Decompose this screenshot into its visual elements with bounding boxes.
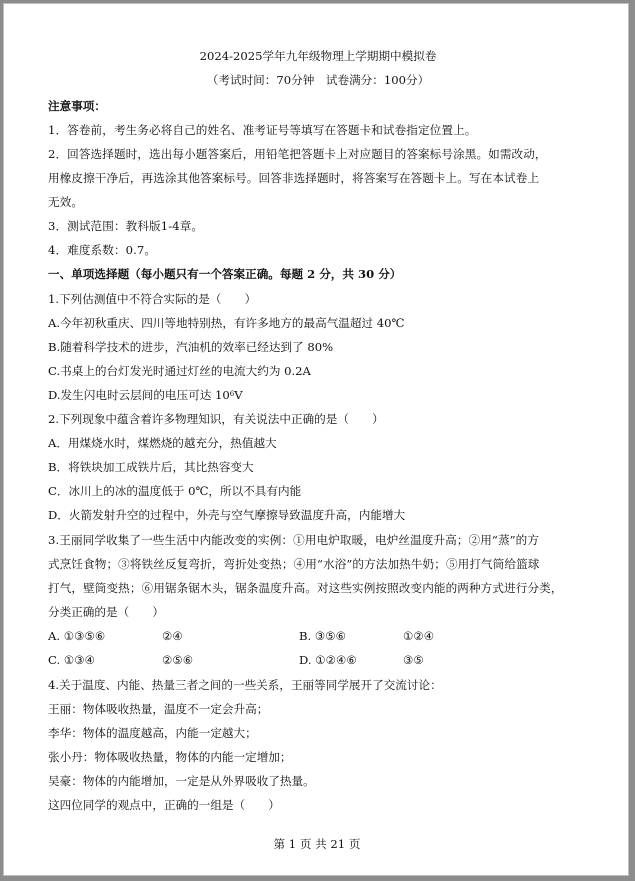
q1-stem: 1.下列估测值中不符合实际的是（ ） (48, 292, 257, 306)
q3-option-d: D. ①②④⑥ (299, 653, 357, 667)
q1-option-b: B.随着科学技术的进步，汽油机的效率已经达到了 80% (48, 340, 334, 354)
q4-statement-3: 张小丹：物体吸收热量，物体的内能一定增加； (48, 750, 292, 764)
q3-option-a: A. ①③⑤⑥ (48, 629, 106, 643)
notice-line-6: 4．难度系数：0.7。 (48, 243, 157, 257)
q4-question: 这四位同学的观点中，正确的一组是（ ） (48, 798, 280, 812)
q2-stem: 2.下列现象中蕴含着许多物理知识，有关说法中正确的是（ ） (48, 412, 384, 426)
q2-option-c: C．冰川上的冰的温度低于 0℃，所以不具有内能 (48, 484, 302, 498)
notice-line-3: 用橡皮擦干净后，再选涂其他答案标号。回答非选择题时，将答案写在答题卡上。写在本试卷上 (48, 171, 540, 185)
q3-line-1: 3.王丽同学收集了一些生活中内能改变的实例：①用电炉取暖，电炉丝温度升高；②用“蒸”的方 (48, 533, 540, 547)
notice-heading: 注意事项： (48, 99, 106, 113)
notice-line-4: 无效。 (48, 195, 84, 209)
q3-option-b: B. ③⑤⑥ (299, 629, 347, 643)
q3-line-3: 打气，壁筒变热；⑥用锯条锯木头，锯条温度升高。对这些实例按照改变内能的两种方式进行分类， (48, 581, 563, 595)
q3-line-4: 分类正确的是（ ） (48, 605, 164, 619)
exam-title: 2024-2025学年九年级物理上学期期中模拟卷 (199, 49, 437, 63)
q3-line-2: 式烹饪食物；③将铁丝反复弯折，弯折处变热；④用“水浴”的方法加热牛奶；⑤用打气筒给篮球 (48, 557, 540, 571)
page-footer: 第 1 页 共 21 页 (273, 837, 361, 851)
q3-option-c: C. ①③④ (48, 653, 96, 667)
q1-option-d-exponent: 6 (229, 390, 235, 398)
q1-option-c: C.书桌上的台灯发光时通过灯丝的电流大约为 0.2A (48, 364, 311, 378)
q4-stem: 4.关于温度、内能、热量三者之间的一些关系，王丽等同学展开了交流讨论： (48, 678, 442, 692)
q1-option-d (48, 387, 243, 403)
q2-option-a: A．用煤烧水时，煤燃烧的越充分，热值越大 (48, 436, 277, 450)
q3-option-c-group2: ②⑤⑥ (162, 653, 194, 667)
q3-option-d-group2: ③⑤ (403, 653, 424, 667)
q1-option-a: A.今年初秋重庆、四川等地特别热，有许多地方的最高气温超过 40℃ (48, 316, 405, 330)
section-heading: 一、单项选择题（每小题只有一个答案正确。每题 2 分，共 30 分） (48, 267, 402, 281)
notice-line-5: 3．测试范围：教科版1-4章。 (48, 219, 204, 233)
q4-statement-1: 王丽：物体吸收热量，温度不一定会升高； (48, 702, 269, 716)
q1-option-d-text: D.发生闪电时云层间的电压可达 10 (48, 388, 230, 402)
document-page (3, 3, 629, 876)
notice-line-1: 1．答卷前，考生务必将自己的姓名、准考证号等填写在答题卡和试卷指定位置上。 (48, 123, 477, 137)
q4-statement-4: 吴豪：物体的内能增加，一定是从外界吸收了热量。 (48, 774, 315, 788)
q2-option-d: D．火箭发射升空的过程中，外壳与空气摩擦导致温度升高，内能增大 (48, 508, 406, 522)
notice-line-2: 2．回答选择题时，选出每小题答案后，用铅笔把答题卡上对应题目的答案标号涂黑。如需改动， (48, 147, 547, 161)
q1-option-d-unit: V (234, 388, 243, 402)
exam-subtitle: （考试时间：70分钟 试卷满分：100分） (206, 73, 430, 87)
q4-statement-2: 李华：物体的温度越高，内能一定越大； (48, 726, 257, 740)
q3-option-b-group2: ①②④ (403, 629, 435, 643)
q3-option-a-group2: ②④ (162, 629, 183, 643)
q2-option-b: B．将铁块加工成铁片后，其比热容变大 (48, 460, 254, 474)
